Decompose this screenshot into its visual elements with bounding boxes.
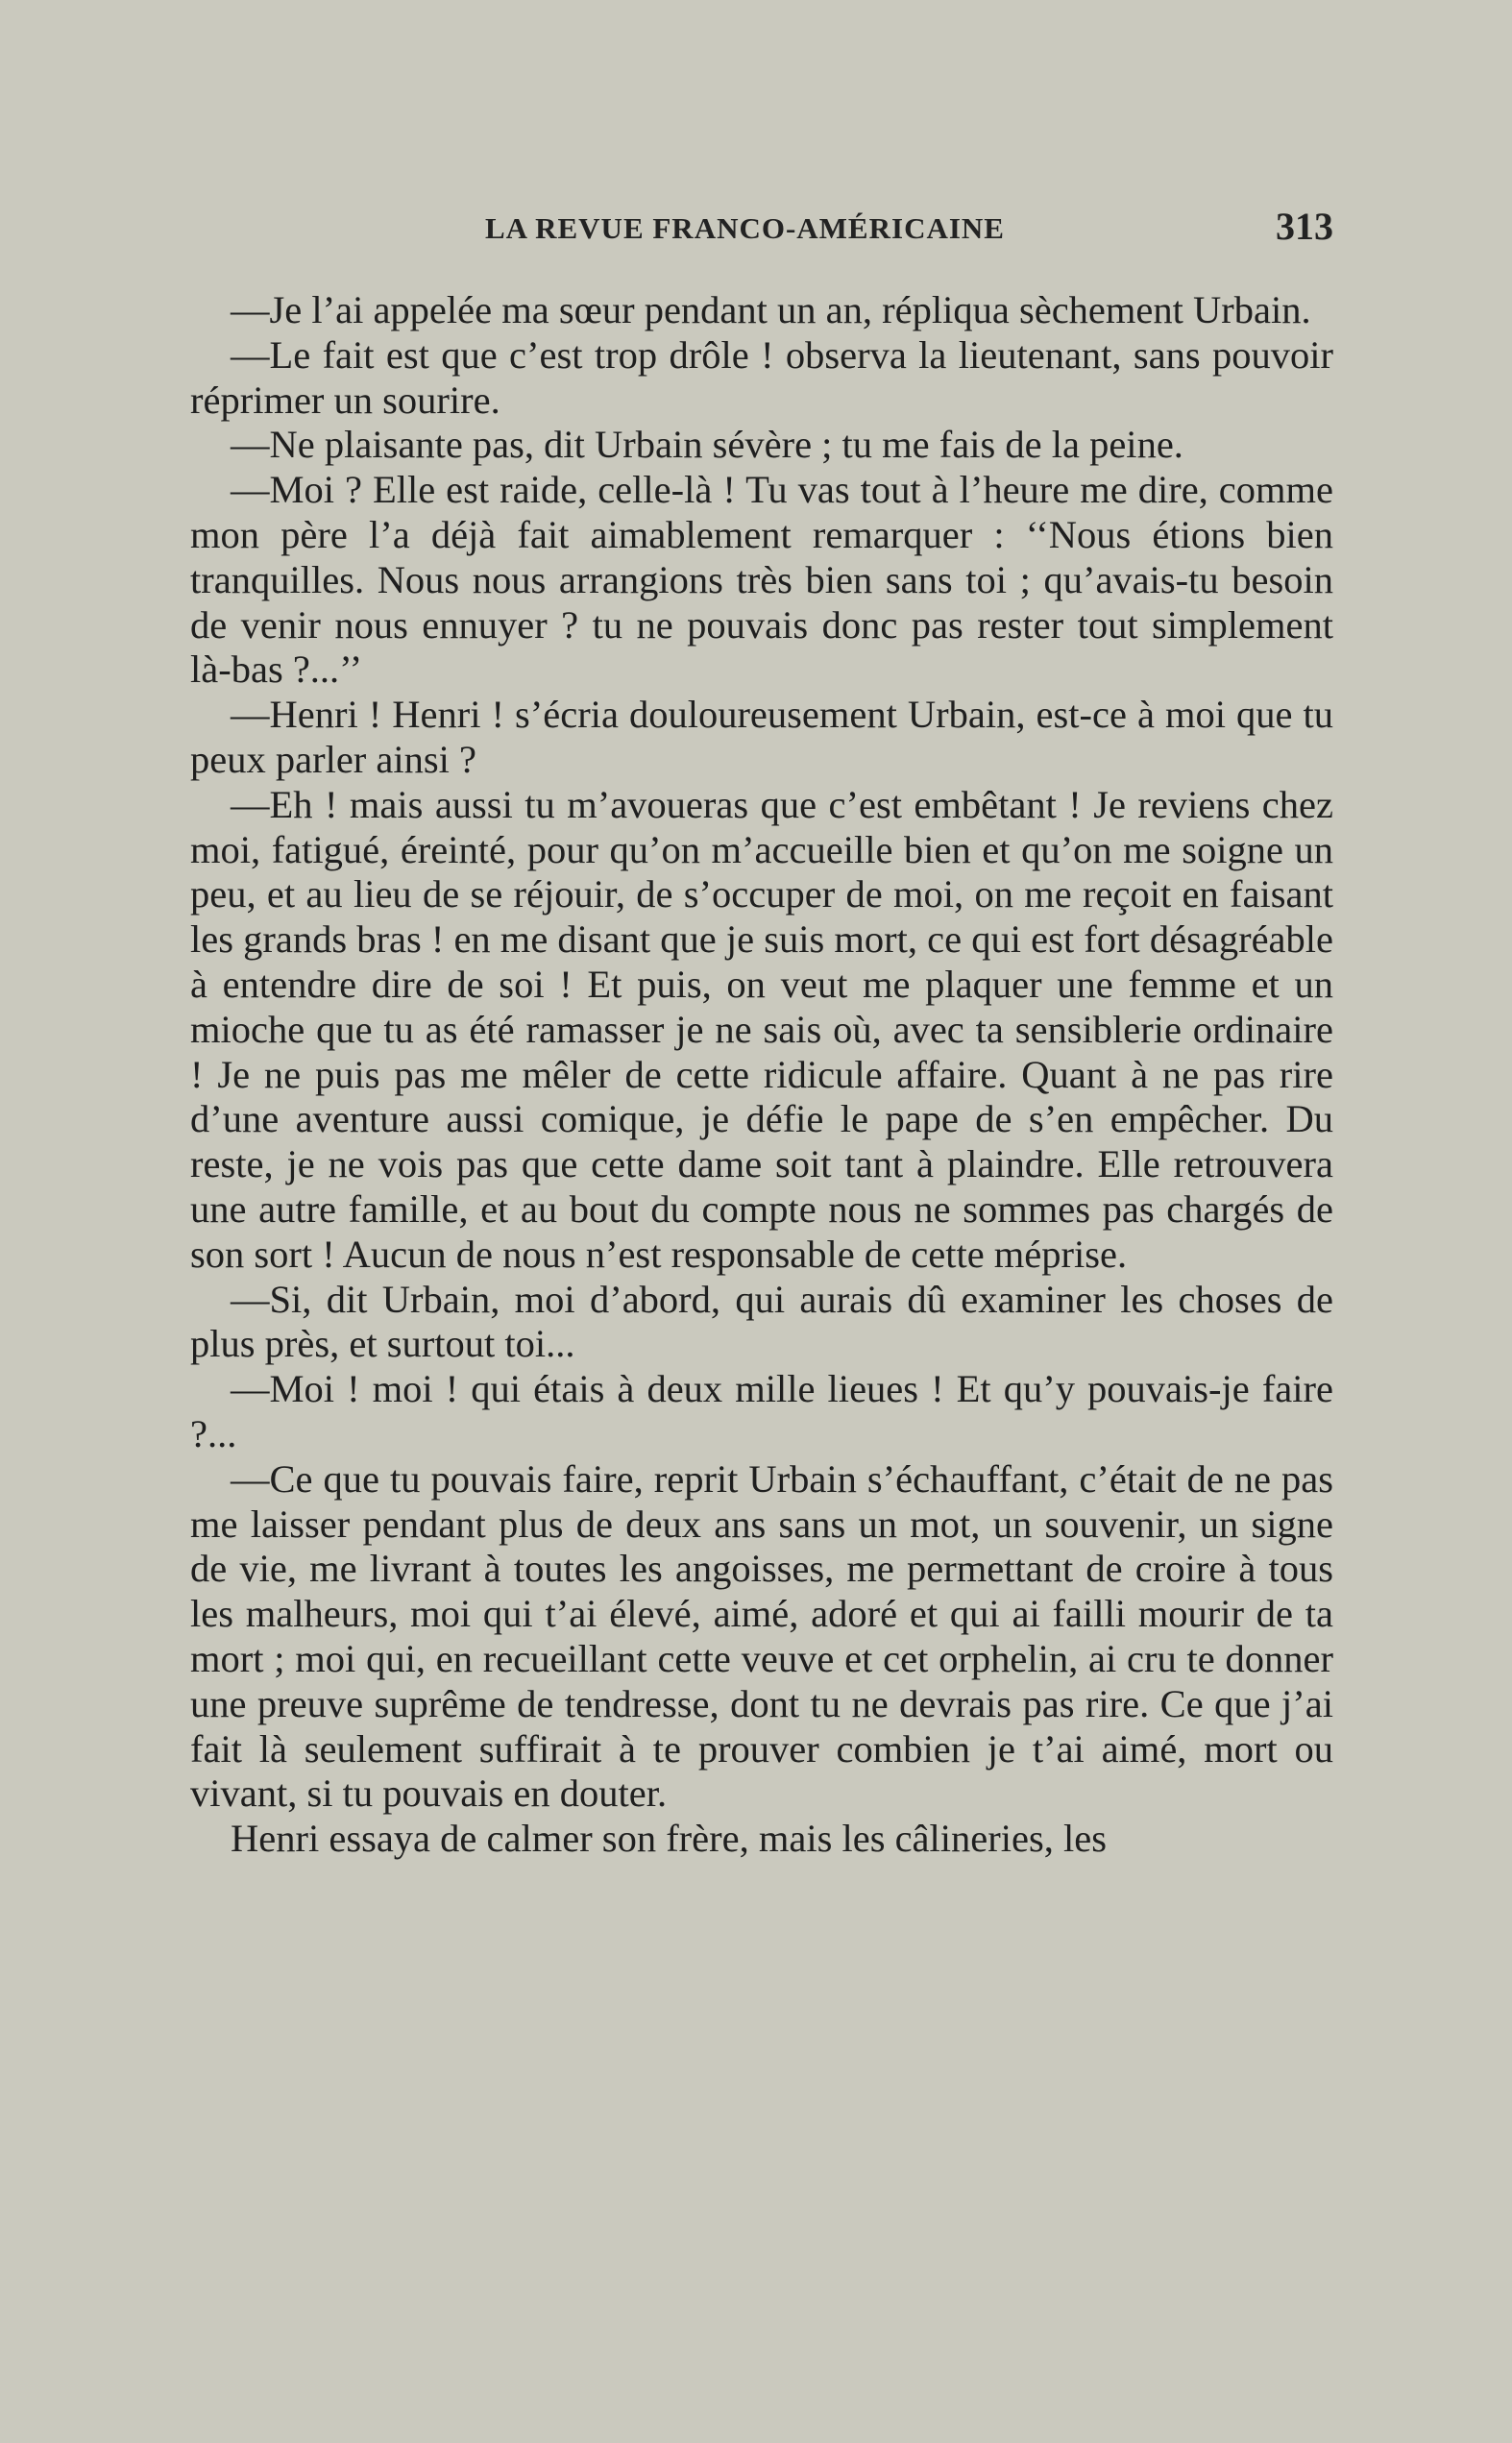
paragraph: —Eh ! mais aussi tu m’avoueras que c’est embêtant ! Je reviens chez moi, fatigué, éreinté, pour qu’on m’accueille bien et qu’on me soigne un peu, et au lieu de se réjouir, de s’occuper de moi, on me reçoit en faisant les grands bras ! en me disant que je suis mort, ce qui est fort désagréable à entendre dire de soi ! Et puis, on veut me plaquer une femme et un mioche que tu as été ramasser je ne sais où, avec ta sensiblerie ordinaire ! Je ne puis pas me mêler de cette ridicule affaire. Quant à ne pas rire d’une aventure aussi comique, je défie le pape de s’en empêcher. Du reste, je ne vois pas que cette dame soit tant à plaindre. Elle retrouvera une autre famille, et au bout du compte nous ne sommes pas chargés de son sort ! Aucun de nous n’est responsable de cette méprise. (190, 782, 1333, 1276)
paragraph: —Ne plaisante pas, dit Urbain sévère ; tu me fais de la peine. (231, 423, 1183, 467)
paragraph: Henri essaya de calmer son frère, mais les câlineries, les (231, 1817, 1107, 1861)
page-number: 313 (1276, 205, 1333, 248)
paragraph: —Moi ! moi ! qui étais à deux mille lieues ! Et qu’y pouvais-je faire ?... (190, 1367, 1333, 1455)
running-title: LA REVUE FRANCO-AMÉRICAINE (485, 211, 1005, 245)
paragraph: —Le fait est que c’est trop drôle ! observa la lieutenant, sans pouvoir réprimer un sourire. (190, 332, 1333, 422)
paragraph: —Moi ? Elle est raide, celle-là ! Tu vas tout à l’heure me dire, comme mon père l’a déjà fait aimablement remarquer : ‘‘Nous étions bien tranquilles. Nous nous arrangions très bien sans toi ; qu’avais-tu besoin de venir nous ennuyer ? tu ne pouvais donc pas rester tout simplement là-bas ?...’’ (190, 468, 1333, 692)
paragraph: —Henri ! Henri ! s’écria douloureusement Urbain, est-ce à moi que tu peux parler ainsi ? (190, 693, 1333, 781)
paragraph: —Je l’ai appelée ma sœur pendant un an, répliqua sèchement Urbain. (231, 288, 1311, 331)
paragraph: —Si, dit Urbain, moi d’abord, qui aurais dû examiner les choses de plus près, et surtout toi... (190, 1277, 1333, 1366)
page-header (0, 200, 1512, 257)
paragraph: —Ce que tu pouvais faire, reprit Urbain s’échauffant, c’était de ne pas me laisser pendant plus de deux ans sans un mot, un souvenir, un signe de vie, me livrant à toutes les angoisses, me permettant de croire à tous les malheurs, moi qui t’ai élevé, aimé, adoré et qui ai failli mourir de ta mort ; moi qui, en recueillant cette veuve et cet orphelin, ai cru te donner une preuve suprême de tendresse, dont tu ne devrais pas rire. Ce que j’ai fait là seulement suffirait à te prouver combien je t’ai aimé, mort ou vivant, si tu pouvais en douter. (190, 1456, 1333, 1816)
body-text (190, 288, 1333, 1862)
